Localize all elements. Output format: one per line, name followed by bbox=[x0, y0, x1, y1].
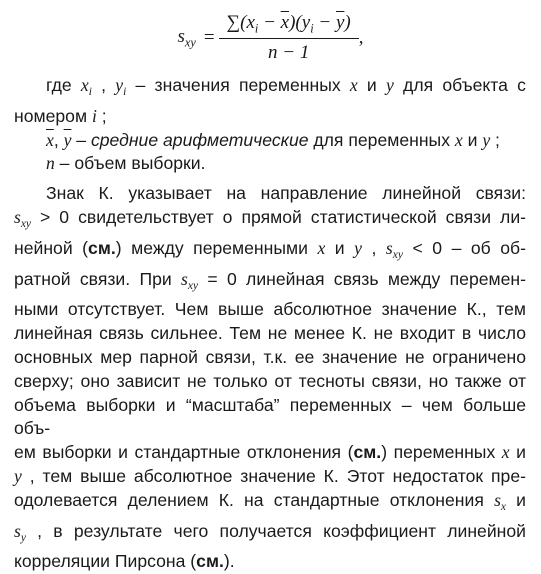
where-line-2: номером i ; bbox=[14, 105, 107, 126]
see-reference: см. bbox=[196, 551, 224, 572]
means-line: $\overline{x}$, $\overline{y}$ – средние арифметические для переменных x и y ; bbox=[46, 129, 500, 150]
formula-denominator: n − 1 bbox=[219, 38, 359, 64]
paragraph-line-2: $s_{xy} > 0$ свидетельствует о прямой статистической связи ли- bbox=[14, 206, 526, 230]
formula-fraction bbox=[223, 12, 355, 64]
body-text bbox=[14, 74, 526, 574]
paragraph-line-5: ными отсутствует. Чем выше абсолютное значение К., тем bbox=[14, 299, 526, 320]
paragraph-line-12: одолевается делением К. на стандартные отклонения $s_x$ и bbox=[14, 489, 527, 513]
paragraph-line-13: $s_y$ , в результате чего получается коэффициент линейной bbox=[14, 520, 526, 544]
paragraph-line-3: нейной (см.) между переменными x и y , $s_{xy} < 0$ – об об- bbox=[14, 237, 526, 261]
term-arithmetic-means: средние арифметические bbox=[90, 129, 309, 150]
sample-size-line: n – объем выборки. bbox=[46, 153, 206, 174]
see-reference: см. bbox=[88, 237, 116, 258]
paragraph-line-8: сверху; оно зависит не только от тесноты связи, но также от bbox=[14, 370, 526, 391]
paragraph-line-10: ем выборки и стандартные отклонения (см.) переменных x и bbox=[14, 442, 526, 463]
paragraph-line-4: ратной связи. При $s_{xy} = 0$ линейная связь между перемен- bbox=[14, 268, 526, 292]
paragraph-line-1: Знак К. указывает на направление линейной связи: bbox=[46, 183, 526, 204]
paragraph-line-9: объема выборки и “масштаба” переменных – чем больше объ- bbox=[14, 394, 526, 439]
formula-numerator: $\sum(x_i - \overline{x})(y_i - \overline{y})$ bbox=[226, 11, 351, 36]
paragraph-line-14: корреляции Пирсона (см.). bbox=[14, 551, 235, 572]
paragraph-line-6: линейная связь сильнее. Тем не менее К. не входит в число bbox=[14, 323, 526, 344]
paragraph-line-7: основных мер парной связи, т.к. ее значение не ограничено bbox=[14, 346, 526, 367]
where-line-1: где $x_i$ , $y_i$ – значения переменных x и y для объекта с bbox=[46, 75, 526, 98]
formula-lhs: $s_{xy}$ bbox=[177, 25, 196, 50]
see-reference: см. bbox=[353, 442, 382, 463]
paragraph-line-11: y , тем выше абсолютное значение К. Этот недостаток пре- bbox=[14, 465, 526, 486]
formula-equals: = bbox=[203, 27, 215, 48]
covariance-formula: $s_{xy}$ = $\frac{\sum(x_i - \overline{x})(y_i - \overline{y})}{n - 1}$ , bbox=[177, 11, 364, 64]
